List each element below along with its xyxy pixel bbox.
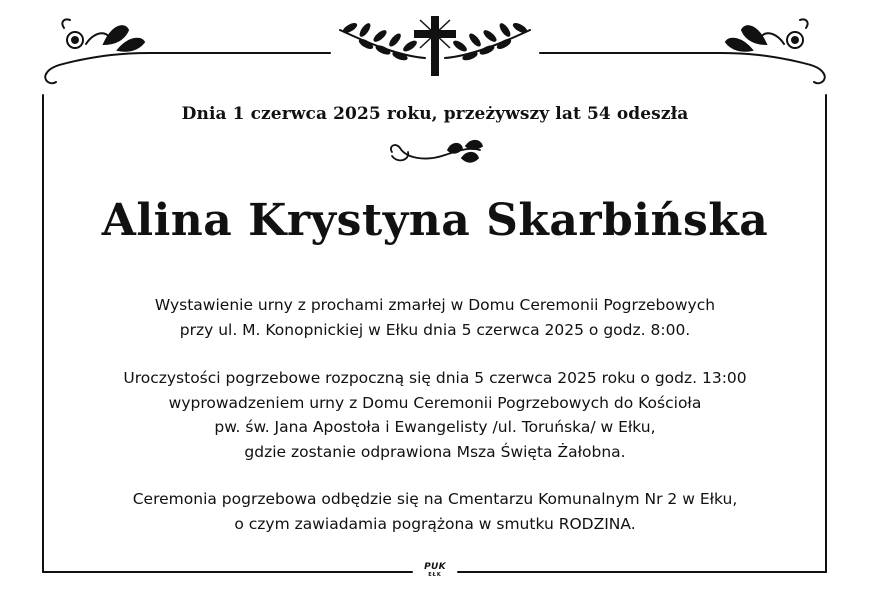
cross-with-laurel-icon <box>340 16 530 76</box>
funeral-ceremony-paragraph <box>0 366 870 464</box>
puk-logo <box>418 563 452 578</box>
text-line: o czym zawiadamia pogrążona w smutku RODZINA. <box>234 514 636 533</box>
death-date-intro: Dnia 1 czerwca 2025 roku, przeżywszy lat 54 odeszła <box>181 104 689 124</box>
burial-paragraph <box>0 487 870 536</box>
urn-viewing-paragraph <box>0 293 870 342</box>
text-line: wyprowadzeniem urny z Domu Ceremonii Pogrzebowych do Kościoła <box>168 393 702 412</box>
logo-sub-text: EŁK <box>428 572 442 578</box>
text-line: Ceremonia pogrzebowa odbędzie się na Cmentarzu Komunalnym Nr 2 w Ełku, <box>132 490 738 508</box>
deceased-name: Alina Krystyna Skarbińska <box>101 195 769 246</box>
text-line: pw. św. Jana Apostoła i Ewangelisty /ul. Toruńska/ w Ełku, <box>214 418 656 436</box>
leaf-sprig-divider-icon <box>391 141 482 162</box>
logo-main-text: PUK <box>424 562 446 572</box>
text-line: gdzie zostanie odprawiona Msza Święta Żałobna. <box>244 442 626 461</box>
floral-corner-left-icon <box>45 19 150 83</box>
text-line: Wystawienie urny z prochami zmarłej w Domu Ceremonii Pogrzebowych <box>154 296 716 314</box>
text-line: Uroczystości pogrzebowe rozpoczną się dnia 5 czerwca 2025 roku o godz. 13:00 <box>123 369 747 387</box>
text-line: przy ul. M. Konopnickiej w Ełku dnia 5 czerwca 2025 o godz. 8:00. <box>179 320 691 339</box>
floral-corner-right-icon <box>720 19 825 83</box>
